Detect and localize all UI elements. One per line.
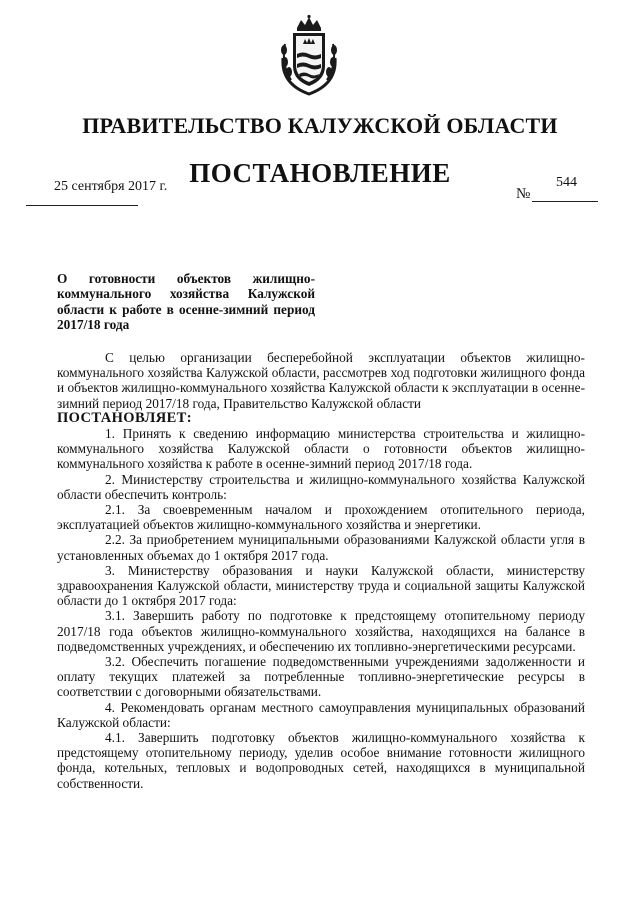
coat-of-arms-icon: [277, 14, 341, 98]
document-body: [57, 350, 585, 791]
preamble-paragraph: С целью организации бесперебойной эксплуатации объектов жилищно-коммунального хозяйства Калужской области, рассмотрев ход подготовки жилищного фонда и объектов жилищно-коммунального хозяйства Калужской области к эксплуатации в осенне-зимний период 2017/18 года, Правительство Калужской области: [57, 350, 585, 411]
clause-paragraph: 4. Рекомендовать органам местного самоуправления муниципальных образований Калужской области:: [57, 699, 585, 730]
document-subject: О готовности объектов жилищно-коммунального хозяйства Калужской области к работе в осенне-зимний период 2017/18 года: [57, 271, 315, 333]
clause-paragraph: 2.2. За приобретением муниципальными образованиями Калужской области угля в установленных объемах до 1 октября 2017 года.: [57, 532, 585, 563]
document-type-heading: ПОСТАНОВЛЕНИЕ: [189, 158, 451, 188]
clause-paragraph: 3. Министерству образования и науки Калужской области, министерству здравоохранения Калужской области, министерству труда и социальной защиты Калужской области до 1 октября 2017 года:: [57, 562, 585, 609]
clause-paragraph: 3.2. Обеспечить погашение подведомственными учреждениями задолженности и оплату текущих платежей за потребленные топливно-энергетические ресурсы в соответствии с договорными обязательствами.: [57, 654, 585, 700]
clause-paragraph: 3.1. Завершить работу по подготовке к предстоящему отопительному периоду 2017/18 года объектов жилищно-коммунального хозяйства, находящихся на балансе в подведомственных учреждениях, и обеспечению их топливно-энергетическими ресурсами.: [57, 608, 585, 654]
clause-paragraph: 2.1. За своевременным началом и прохождением отопительного периода, эксплуатацией объектов жилищно-коммунального хозяйства и энергетики.: [57, 502, 585, 533]
document-date: 25 сентября 2017 г.: [54, 179, 168, 194]
decree-heading: ПОСТАНОВЛЯЕТ:: [57, 409, 192, 426]
date-underline: [26, 205, 138, 206]
clause-paragraph: 2. Министерству строительства и жилищно-коммунального хозяйства Калужской области обеспечить контроль:: [57, 471, 585, 502]
document-number-label: №: [516, 186, 531, 202]
number-underline: [532, 201, 598, 202]
document-number: 544: [556, 175, 577, 190]
government-title: ПРАВИТЕЛЬСТВО КАЛУЖСКОЙ ОБЛАСТИ: [82, 113, 558, 138]
clause-paragraph: 1. Принять к сведению информацию министерства строительства и жилищно-коммунального хозяйства Калужской области о готовности объектов жилищно-коммунального хозяйства к работе в осенне-зимний период 2017/18 года.: [57, 426, 585, 472]
clause-paragraph: 4.1. Завершить подготовку объектов жилищно-коммунального хозяйства к предстоящему отопительному периоду, уделив особое внимание готовности жилищного фонда, котельных, тепловых и водопроводных сетей, находящихся в муниципальной собственности.: [57, 730, 585, 791]
